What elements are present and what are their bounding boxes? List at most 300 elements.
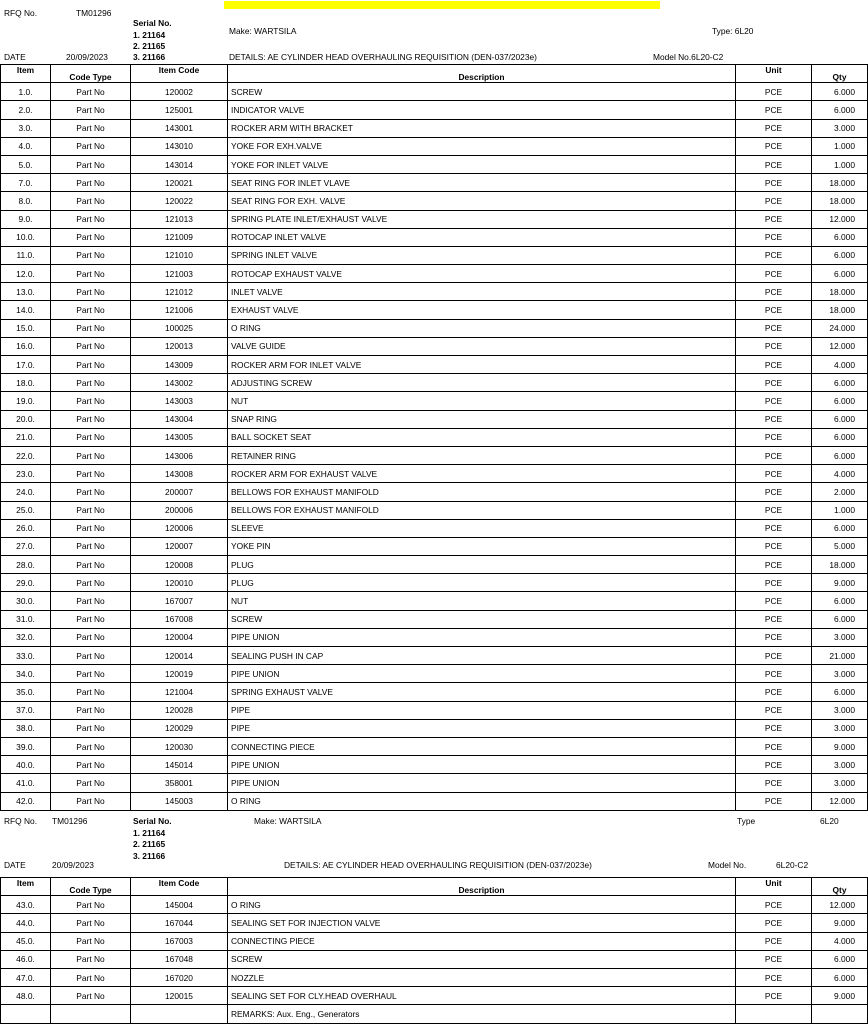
item-number: 10.0. bbox=[1, 228, 51, 246]
item-code: 120028 bbox=[131, 701, 228, 719]
description: BALL SOCKET SEAT bbox=[228, 428, 736, 446]
code-type: Part No bbox=[51, 914, 131, 932]
unit: PCE bbox=[736, 501, 812, 519]
unit: PCE bbox=[736, 246, 812, 264]
code-type: Part No bbox=[51, 896, 131, 914]
qty: 6.000 bbox=[812, 410, 868, 428]
description: SPRING PLATE INLET/EXHAUST VALVE bbox=[228, 210, 736, 228]
col-unit-header-2: Unit bbox=[736, 878, 812, 896]
item-code: 121013 bbox=[131, 210, 228, 228]
unit: PCE bbox=[736, 719, 812, 737]
item-number: 15.0. bbox=[1, 319, 51, 337]
table-row bbox=[1, 465, 868, 483]
qty: 3.000 bbox=[812, 665, 868, 683]
code-type: Part No bbox=[51, 968, 131, 986]
item-number: 20.0. bbox=[1, 410, 51, 428]
description: YOKE PIN bbox=[228, 537, 736, 555]
item-number: 35.0. bbox=[1, 683, 51, 701]
unit: PCE bbox=[736, 337, 812, 355]
table-row bbox=[1, 647, 868, 665]
serial-label: Serial No. bbox=[133, 18, 172, 28]
unit: PCE bbox=[736, 574, 812, 592]
rfq-label: RFQ No. bbox=[4, 8, 38, 18]
description: SCREW bbox=[228, 950, 736, 968]
serial-3: 3. 21166 bbox=[133, 52, 166, 62]
description: SCREW bbox=[228, 610, 736, 628]
description: PLUG bbox=[228, 574, 736, 592]
description: VALVE GUIDE bbox=[228, 337, 736, 355]
serial-2-2: 2. 21165 bbox=[133, 839, 166, 849]
item-number: 37.0. bbox=[1, 701, 51, 719]
item-number: 46.0. bbox=[1, 950, 51, 968]
item-code: 100025 bbox=[131, 319, 228, 337]
col-qty-header-2: Qty bbox=[812, 878, 868, 896]
code-type: Part No bbox=[51, 592, 131, 610]
description: PIPE UNION bbox=[228, 628, 736, 646]
code-type: Part No bbox=[51, 647, 131, 665]
item-number: 18.0. bbox=[1, 374, 51, 392]
qty: 6.000 bbox=[812, 592, 868, 610]
item-number: 2.0. bbox=[1, 101, 51, 119]
item-code: 121010 bbox=[131, 246, 228, 264]
description: ROTOCAP EXHAUST VALVE bbox=[228, 265, 736, 283]
remarks-blank-3 bbox=[131, 1005, 228, 1023]
unit: PCE bbox=[736, 392, 812, 410]
qty: 6.000 bbox=[812, 374, 868, 392]
make-2: Make: WARTSILA bbox=[254, 816, 322, 826]
item-code: 200006 bbox=[131, 501, 228, 519]
qty: 6.000 bbox=[812, 683, 868, 701]
remarks: REMARKS: Aux. Eng., Generators bbox=[228, 1005, 736, 1023]
serial-1: 1. 21164 bbox=[133, 30, 166, 40]
unit: PCE bbox=[736, 683, 812, 701]
description: PIPE UNION bbox=[228, 774, 736, 792]
type-value-2: 6L20 bbox=[820, 816, 839, 826]
item-code: 143005 bbox=[131, 428, 228, 446]
description: CONNECTING PIECE bbox=[228, 737, 736, 755]
item-number: 27.0. bbox=[1, 537, 51, 555]
unit: PCE bbox=[736, 774, 812, 792]
description: SPRING INLET VALVE bbox=[228, 246, 736, 264]
item-number: 9.0. bbox=[1, 210, 51, 228]
table-row bbox=[1, 683, 868, 701]
unit: PCE bbox=[736, 410, 812, 428]
model-label-2: Model No. bbox=[708, 860, 747, 870]
description: INDICATOR VALVE bbox=[228, 101, 736, 119]
code-type: Part No bbox=[51, 537, 131, 555]
unit: PCE bbox=[736, 932, 812, 950]
qty: 18.000 bbox=[812, 192, 868, 210]
item-code: 167044 bbox=[131, 914, 228, 932]
code-type: Part No bbox=[51, 265, 131, 283]
qty: 3.000 bbox=[812, 719, 868, 737]
unit: PCE bbox=[736, 192, 812, 210]
table-row bbox=[1, 774, 868, 792]
item-number: 32.0. bbox=[1, 628, 51, 646]
code-type: Part No bbox=[51, 374, 131, 392]
table-row bbox=[1, 950, 868, 968]
code-type: Part No bbox=[51, 174, 131, 192]
code-type: Part No bbox=[51, 155, 131, 173]
table-row bbox=[1, 119, 868, 137]
code-type: Part No bbox=[51, 283, 131, 301]
description: SNAP RING bbox=[228, 410, 736, 428]
description: O RING bbox=[228, 792, 736, 810]
table-row bbox=[1, 987, 868, 1005]
table-row bbox=[1, 574, 868, 592]
unit: PCE bbox=[736, 119, 812, 137]
qty: 1.000 bbox=[812, 155, 868, 173]
item-number: 44.0. bbox=[1, 914, 51, 932]
description: PIPE UNION bbox=[228, 756, 736, 774]
type: Type: 6L20 bbox=[712, 26, 754, 36]
qty: 12.000 bbox=[812, 210, 868, 228]
table-row bbox=[1, 337, 868, 355]
qty: 18.000 bbox=[812, 283, 868, 301]
item-number: 29.0. bbox=[1, 574, 51, 592]
item-number: 31.0. bbox=[1, 610, 51, 628]
qty: 2.000 bbox=[812, 483, 868, 501]
serial-1-2: 1. 21164 bbox=[133, 828, 166, 838]
description: YOKE FOR EXH.VALVE bbox=[228, 137, 736, 155]
item-number: 41.0. bbox=[1, 774, 51, 792]
table-row bbox=[1, 210, 868, 228]
date-value-2: 20/09/2023 bbox=[52, 860, 94, 870]
qty: 3.000 bbox=[812, 774, 868, 792]
description: NUT bbox=[228, 592, 736, 610]
unit: PCE bbox=[736, 101, 812, 119]
qty: 18.000 bbox=[812, 174, 868, 192]
unit: PCE bbox=[736, 592, 812, 610]
qty: 1.000 bbox=[812, 501, 868, 519]
item-number: 34.0. bbox=[1, 665, 51, 683]
unit: PCE bbox=[736, 356, 812, 374]
code-type: Part No bbox=[51, 446, 131, 464]
code-type: Part No bbox=[51, 683, 131, 701]
code-type: Part No bbox=[51, 392, 131, 410]
unit: PCE bbox=[736, 556, 812, 574]
unit: PCE bbox=[736, 968, 812, 986]
description: NOZZLE bbox=[228, 968, 736, 986]
qty: 4.000 bbox=[812, 465, 868, 483]
code-type: Part No bbox=[51, 574, 131, 592]
qty: 18.000 bbox=[812, 301, 868, 319]
remarks-blank-2 bbox=[51, 1005, 131, 1023]
description: O RING bbox=[228, 319, 736, 337]
col-item-code-header: Item Code bbox=[131, 65, 228, 83]
item-code: 120002 bbox=[131, 83, 228, 101]
description: NUT bbox=[228, 392, 736, 410]
remarks-row bbox=[1, 1005, 868, 1023]
unit: PCE bbox=[736, 701, 812, 719]
table-header-row-2 bbox=[1, 878, 868, 896]
item-number: 4.0. bbox=[1, 137, 51, 155]
item-number: 47.0. bbox=[1, 968, 51, 986]
table-row bbox=[1, 592, 868, 610]
item-code: 120004 bbox=[131, 628, 228, 646]
rfq-label-2: RFQ No. bbox=[4, 816, 38, 826]
code-type: Part No bbox=[51, 356, 131, 374]
description: SEALING SET FOR CLY.HEAD OVERHAUL bbox=[228, 987, 736, 1005]
item-code: 120014 bbox=[131, 647, 228, 665]
code-type: Part No bbox=[51, 192, 131, 210]
table-body-2 bbox=[1, 896, 868, 1005]
code-type: Part No bbox=[51, 519, 131, 537]
item-number: 39.0. bbox=[1, 737, 51, 755]
qty: 9.000 bbox=[812, 914, 868, 932]
item-code: 120006 bbox=[131, 519, 228, 537]
item-number: 25.0. bbox=[1, 501, 51, 519]
description: PLUG bbox=[228, 556, 736, 574]
qty: 12.000 bbox=[812, 792, 868, 810]
description: PIPE UNION bbox=[228, 665, 736, 683]
description: ADJUSTING SCREW bbox=[228, 374, 736, 392]
item-code: 125001 bbox=[131, 101, 228, 119]
table-header-row bbox=[1, 65, 868, 83]
item-code: 167007 bbox=[131, 592, 228, 610]
code-type: Part No bbox=[51, 556, 131, 574]
table-row bbox=[1, 932, 868, 950]
item-number: 7.0. bbox=[1, 174, 51, 192]
items-table-2 bbox=[0, 877, 868, 1024]
code-type: Part No bbox=[51, 137, 131, 155]
code-type: Part No bbox=[51, 210, 131, 228]
item-code: 145004 bbox=[131, 896, 228, 914]
item-code: 120008 bbox=[131, 556, 228, 574]
yellow-highlight bbox=[224, 1, 660, 9]
qty: 4.000 bbox=[812, 932, 868, 950]
qty: 18.000 bbox=[812, 556, 868, 574]
qty: 9.000 bbox=[812, 574, 868, 592]
qty: 6.000 bbox=[812, 246, 868, 264]
item-code: 143004 bbox=[131, 410, 228, 428]
item-code: 143014 bbox=[131, 155, 228, 173]
serial-label-2: Serial No. bbox=[133, 816, 172, 826]
qty: 6.000 bbox=[812, 610, 868, 628]
unit: PCE bbox=[736, 756, 812, 774]
item-code: 167003 bbox=[131, 932, 228, 950]
col-item-header-2: Item bbox=[1, 878, 51, 896]
item-number: 17.0. bbox=[1, 356, 51, 374]
unit: PCE bbox=[736, 519, 812, 537]
unit: PCE bbox=[736, 628, 812, 646]
unit: PCE bbox=[736, 537, 812, 555]
code-type: Part No bbox=[51, 628, 131, 646]
remarks-blank-1 bbox=[1, 1005, 51, 1023]
model-value-2: 6L20-C2 bbox=[776, 860, 809, 870]
table-row bbox=[1, 155, 868, 173]
item-code: 143008 bbox=[131, 465, 228, 483]
table-row bbox=[1, 228, 868, 246]
table-row bbox=[1, 356, 868, 374]
col-description-header-2: Description bbox=[228, 878, 736, 896]
item-number: 38.0. bbox=[1, 719, 51, 737]
item-number: 1.0. bbox=[1, 83, 51, 101]
qty: 6.000 bbox=[812, 101, 868, 119]
item-number: 8.0. bbox=[1, 192, 51, 210]
item-code: 145003 bbox=[131, 792, 228, 810]
table-body-1 bbox=[1, 83, 868, 811]
table-row bbox=[1, 896, 868, 914]
item-code: 120021 bbox=[131, 174, 228, 192]
code-type: Part No bbox=[51, 719, 131, 737]
serial-2: 2. 21165 bbox=[133, 41, 166, 51]
item-code: 143001 bbox=[131, 119, 228, 137]
qty: 6.000 bbox=[812, 428, 868, 446]
serial-3-2: 3. 21166 bbox=[133, 851, 166, 861]
qty: 4.000 bbox=[812, 356, 868, 374]
item-number: 43.0. bbox=[1, 896, 51, 914]
item-number: 3.0. bbox=[1, 119, 51, 137]
code-type: Part No bbox=[51, 83, 131, 101]
unit: PCE bbox=[736, 265, 812, 283]
make: Make: WARTSILA bbox=[229, 26, 297, 36]
code-type: Part No bbox=[51, 932, 131, 950]
item-code: 145014 bbox=[131, 756, 228, 774]
table-row bbox=[1, 665, 868, 683]
code-type: Part No bbox=[51, 101, 131, 119]
table-row bbox=[1, 83, 868, 101]
code-type: Part No bbox=[51, 337, 131, 355]
item-code: 143006 bbox=[131, 446, 228, 464]
description: EXHAUST VALVE bbox=[228, 301, 736, 319]
code-type: Part No bbox=[51, 483, 131, 501]
qty: 3.000 bbox=[812, 628, 868, 646]
qty: 6.000 bbox=[812, 392, 868, 410]
table-row bbox=[1, 610, 868, 628]
item-code: 120030 bbox=[131, 737, 228, 755]
code-type: Part No bbox=[51, 246, 131, 264]
unit: PCE bbox=[736, 465, 812, 483]
table-row bbox=[1, 519, 868, 537]
table-row bbox=[1, 483, 868, 501]
description: BELLOWS FOR EXHAUST MANIFOLD bbox=[228, 483, 736, 501]
qty: 6.000 bbox=[812, 265, 868, 283]
item-number: 5.0. bbox=[1, 155, 51, 173]
qty: 3.000 bbox=[812, 119, 868, 137]
unit: PCE bbox=[736, 610, 812, 628]
description: SEALING SET FOR INJECTION VALVE bbox=[228, 914, 736, 932]
item-code: 120013 bbox=[131, 337, 228, 355]
table-row bbox=[1, 756, 868, 774]
table-row bbox=[1, 914, 868, 932]
item-number: 22.0. bbox=[1, 446, 51, 464]
unit: PCE bbox=[736, 301, 812, 319]
description: ROTOCAP INLET VALVE bbox=[228, 228, 736, 246]
remarks-blank-5 bbox=[812, 1005, 868, 1023]
code-type: Part No bbox=[51, 410, 131, 428]
description: SEAT RING FOR EXH. VALVE bbox=[228, 192, 736, 210]
item-code: 121004 bbox=[131, 683, 228, 701]
unit: PCE bbox=[736, 83, 812, 101]
table-row bbox=[1, 392, 868, 410]
code-type: Part No bbox=[51, 501, 131, 519]
type-label-2: Type bbox=[737, 816, 756, 826]
item-code: 120022 bbox=[131, 192, 228, 210]
table-row bbox=[1, 246, 868, 264]
unit: PCE bbox=[736, 228, 812, 246]
model-number: Model No.6L20-C2 bbox=[653, 52, 724, 62]
description: O RING bbox=[228, 896, 736, 914]
description: INLET VALVE bbox=[228, 283, 736, 301]
item-code: 143002 bbox=[131, 374, 228, 392]
code-type: Part No bbox=[51, 465, 131, 483]
item-code: 120029 bbox=[131, 719, 228, 737]
item-code: 143003 bbox=[131, 392, 228, 410]
item-number: 40.0. bbox=[1, 756, 51, 774]
unit: PCE bbox=[736, 665, 812, 683]
code-type: Part No bbox=[51, 319, 131, 337]
item-code: 167048 bbox=[131, 950, 228, 968]
item-number: 11.0. bbox=[1, 246, 51, 264]
table-row bbox=[1, 556, 868, 574]
qty: 6.000 bbox=[812, 446, 868, 464]
table-row bbox=[1, 283, 868, 301]
col-code-type-header: Code Type bbox=[51, 65, 131, 83]
table-row bbox=[1, 537, 868, 555]
item-number: 12.0. bbox=[1, 265, 51, 283]
code-type: Part No bbox=[51, 774, 131, 792]
col-unit-header: Unit bbox=[736, 65, 812, 83]
unit: PCE bbox=[736, 896, 812, 914]
code-type: Part No bbox=[51, 301, 131, 319]
item-code: 120007 bbox=[131, 537, 228, 555]
description: SEALING PUSH IN CAP bbox=[228, 647, 736, 665]
item-code: 143010 bbox=[131, 137, 228, 155]
description: ROCKER ARM WITH BRACKET bbox=[228, 119, 736, 137]
qty: 6.000 bbox=[812, 950, 868, 968]
col-item-code-header-2: Item Code bbox=[131, 878, 228, 896]
description: CONNECTING PIECE bbox=[228, 932, 736, 950]
qty: 9.000 bbox=[812, 737, 868, 755]
date-label-2: DATE bbox=[4, 860, 26, 870]
item-number: 23.0. bbox=[1, 465, 51, 483]
code-type: Part No bbox=[51, 792, 131, 810]
col-code-type-header-2: Code Type bbox=[51, 878, 131, 896]
item-number: 16.0. bbox=[1, 337, 51, 355]
table-row bbox=[1, 410, 868, 428]
description: SPRING EXHAUST VALVE bbox=[228, 683, 736, 701]
code-type: Part No bbox=[51, 228, 131, 246]
unit: PCE bbox=[736, 483, 812, 501]
code-type: Part No bbox=[51, 428, 131, 446]
table-row bbox=[1, 428, 868, 446]
table-row bbox=[1, 301, 868, 319]
item-code: 200007 bbox=[131, 483, 228, 501]
table-row bbox=[1, 374, 868, 392]
item-number: 21.0. bbox=[1, 428, 51, 446]
table-row bbox=[1, 719, 868, 737]
unit: PCE bbox=[736, 137, 812, 155]
table-row bbox=[1, 701, 868, 719]
description: PIPE bbox=[228, 701, 736, 719]
table-row bbox=[1, 628, 868, 646]
unit: PCE bbox=[736, 950, 812, 968]
item-number: 14.0. bbox=[1, 301, 51, 319]
code-type: Part No bbox=[51, 737, 131, 755]
date-value: 20/09/2023 bbox=[66, 52, 108, 62]
table-row bbox=[1, 192, 868, 210]
table-row bbox=[1, 446, 868, 464]
table-row bbox=[1, 101, 868, 119]
col-description-header: Description bbox=[228, 65, 736, 83]
unit: PCE bbox=[736, 174, 812, 192]
table-row bbox=[1, 265, 868, 283]
qty: 1.000 bbox=[812, 137, 868, 155]
items-table-1 bbox=[0, 64, 868, 811]
description: ROCKER ARM FOR EXHAUST VALVE bbox=[228, 465, 736, 483]
item-code: 121012 bbox=[131, 283, 228, 301]
